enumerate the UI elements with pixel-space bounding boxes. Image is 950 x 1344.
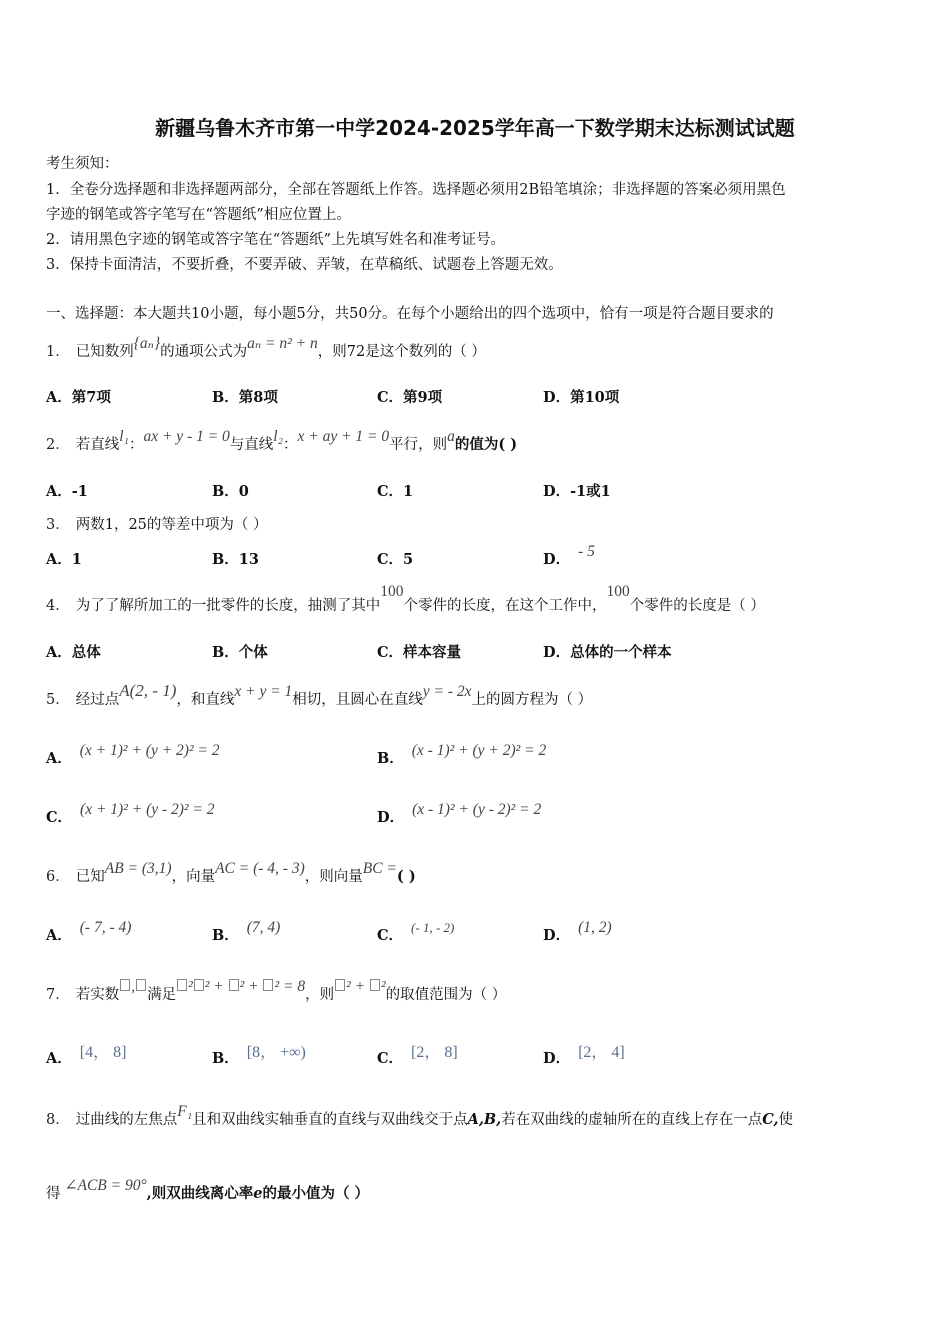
question-text: 上的圆方程为（ ） [471, 692, 593, 708]
missing-glyphs: , [119, 978, 147, 996]
notice-header: 考生须知： [46, 156, 119, 172]
question-number: 5． [46, 692, 70, 708]
question-text: 的通项公式为 [160, 344, 248, 360]
math-formula: F₁ [177, 1103, 193, 1120]
question-number: 4． [46, 598, 70, 614]
q7-option-d[interactable]: D． [2， 4] [543, 1044, 625, 1067]
q5-option-b[interactable]: B． (x - 1)² + (y + 2)² = 2 [377, 742, 547, 767]
question-1 [46, 335, 486, 361]
question-text: ，则向量 [304, 869, 363, 885]
math-formula: x + y = 1 [234, 683, 293, 700]
q6-option-b[interactable]: B． (7, 4) [212, 919, 281, 944]
q5-option-c[interactable]: C． (x + 1)² + (y - 2)² = 2 [46, 801, 215, 826]
q4-option-c[interactable]: C．样本容量 [377, 644, 462, 661]
question-text: ( ) [396, 868, 416, 885]
question-text: 相切，且圆心在直线 [292, 692, 423, 708]
q7-option-b[interactable]: B． [8， +∞) [212, 1044, 306, 1067]
q7-option-c[interactable]: C． [2， 8] [377, 1044, 458, 1067]
question-text: 过曲线的左焦点 [75, 1112, 178, 1128]
question-7 [46, 978, 507, 1004]
question-number: 2． [46, 437, 70, 453]
q4-option-b[interactable]: B．个体 [212, 644, 268, 661]
question-number: 7． [46, 987, 70, 1003]
math-formula: AC = (- 4, - 3) [215, 860, 305, 877]
math-formula: y = - 2x [422, 683, 472, 700]
q7-option-a[interactable]: A． [4， 8] [46, 1044, 127, 1067]
notice-item-1: 1．全卷分选择题和非选择题两部分，全部在答题纸上作答。选择题必须用2B铅笔填涂；非选择题的答案必须用黑色 [46, 182, 786, 198]
math-formula: a [447, 428, 455, 445]
math-formula: l₁ [119, 428, 129, 445]
page-title: 新疆乌鲁木齐市第一中学2024-2025学年高一下数学期末达标测试试题 [155, 116, 795, 140]
q1-option-a[interactable]: A．第7项 [46, 389, 111, 406]
q2-option-d[interactable]: D．-1或1 [543, 483, 611, 500]
notice-item-1-cont: 字迹的钢笔或答字笔写在“答题纸”相应位置上。 [46, 207, 351, 223]
question-8 [46, 1103, 794, 1129]
math-formula: {aₙ} [133, 335, 161, 352]
question-text: 得 [46, 1186, 61, 1202]
math-formula: ax + y - 1 = 0 [143, 428, 230, 445]
notice-item-3: 3．保持卡面清洁，不要折叠，不要弄破、弄皱，在草稿纸、试题卷上答题无效。 [46, 257, 563, 273]
q2-option-a[interactable]: A．-1 [46, 483, 88, 500]
math-formula: A(2, - 1) [119, 681, 177, 700]
question-text: 与直线 [229, 437, 274, 453]
question-text: 若在双曲线的虚轴所在的直线上存在一点 [501, 1112, 763, 1128]
question-2 [46, 428, 518, 454]
question-text: 若直线 [75, 437, 120, 453]
question-text: ，和直线 [176, 692, 235, 708]
question-text: 的取值范围为（ ） [385, 987, 507, 1003]
q2-option-c[interactable]: C．1 [377, 483, 414, 500]
question-text: ，则72是这个数列的（ ） [317, 344, 486, 360]
q6-option-d[interactable]: D． (1, 2) [543, 919, 612, 944]
question-text: e [253, 1185, 263, 1202]
q3-option-c[interactable]: C．5 [377, 551, 414, 568]
math-formula: aₙ = n² + n [247, 335, 318, 352]
math-formula: 100 [380, 583, 404, 600]
question-text: 个零件的长度是（ ） [629, 598, 765, 614]
question-text: 的值为( ) [454, 436, 518, 453]
question-text: 若实数 [75, 987, 120, 1003]
question-text: 个零件的长度，在这个工作中， [403, 598, 607, 614]
q1-option-d[interactable]: D．第10项 [543, 389, 620, 406]
question-number: 6． [46, 869, 70, 885]
question-text: 经过点 [75, 692, 120, 708]
question-4 [46, 583, 765, 615]
question-text: 且和双曲线实轴垂直的直线与双曲线交于点 [192, 1112, 468, 1128]
question-text: 为了了解所加工的一批零件的长度，抽测了其中 [75, 598, 381, 614]
math-formula: 100 [606, 583, 630, 600]
question-number: 8． [46, 1112, 70, 1128]
math-formula: x + ay + 1 = 0 [297, 428, 390, 445]
math-formula: AB = (3,1) [104, 860, 172, 877]
question-text: 平行，则 [389, 437, 448, 453]
q4-option-d[interactable]: D．总体的一个样本 [543, 644, 672, 661]
math-formula: ∠ACB = 90° [64, 1177, 147, 1194]
question-text: 两数1，25的等差中项为（ ） [75, 517, 268, 533]
math-formula: ² + ² [334, 978, 386, 996]
question-text: C, [762, 1111, 779, 1128]
q3-option-d[interactable]: D． - 5 [543, 543, 595, 568]
question-5 [46, 681, 593, 709]
question-8-cont [46, 1177, 370, 1203]
question-text: 已知 [75, 869, 105, 885]
question-number: 1． [46, 344, 70, 360]
q5-option-a[interactable]: A． (x + 1)² + (y + 2)² = 2 [46, 742, 220, 767]
question-text: ： [128, 437, 144, 453]
q3-option-a[interactable]: A．1 [46, 551, 82, 568]
math-formula: ² ² + ² + ² = 8 [176, 978, 305, 996]
question-text: 的最小值为（ ） [262, 1185, 370, 1202]
q1-option-b[interactable]: B．第8项 [212, 389, 278, 406]
q6-option-c[interactable]: C． (- 1, - 2) [377, 920, 455, 944]
q5-option-d[interactable]: D． (x - 1)² + (y - 2)² = 2 [377, 801, 542, 826]
question-text: 使 [778, 1112, 794, 1128]
question-text: 已知数列 [75, 344, 134, 360]
question-text: ，则 [305, 987, 335, 1003]
question-text: ： [282, 437, 298, 453]
math-formula: BC = [362, 860, 397, 877]
question-6 [46, 860, 416, 886]
math-formula: l₂ [273, 428, 283, 445]
question-text: ,则双曲线离心率 [146, 1185, 254, 1202]
section-heading: 一、选择题：本大题共10小题，每小题5分，共50分。在每个小题给出的四个选项中，恰有一项是符合题目要求的 [46, 306, 774, 322]
question-text: ，向量 [171, 869, 216, 885]
question-text: A,B, [467, 1111, 502, 1128]
question-number: 3． [46, 517, 70, 533]
q2-option-b[interactable]: B．0 [212, 483, 249, 500]
notice-item-2: 2．请用黑色字迹的钢笔或答字笔在“答题纸”上先填写姓名和准考证号。 [46, 232, 506, 248]
question-text: 满足 [147, 987, 177, 1003]
q6-option-a[interactable]: A． (- 7, - 4) [46, 919, 132, 944]
q4-option-a[interactable]: A．总体 [46, 644, 101, 661]
q3-option-b[interactable]: B．13 [212, 551, 259, 568]
q1-option-c[interactable]: C．第9项 [377, 389, 443, 406]
question-3 [46, 513, 268, 534]
